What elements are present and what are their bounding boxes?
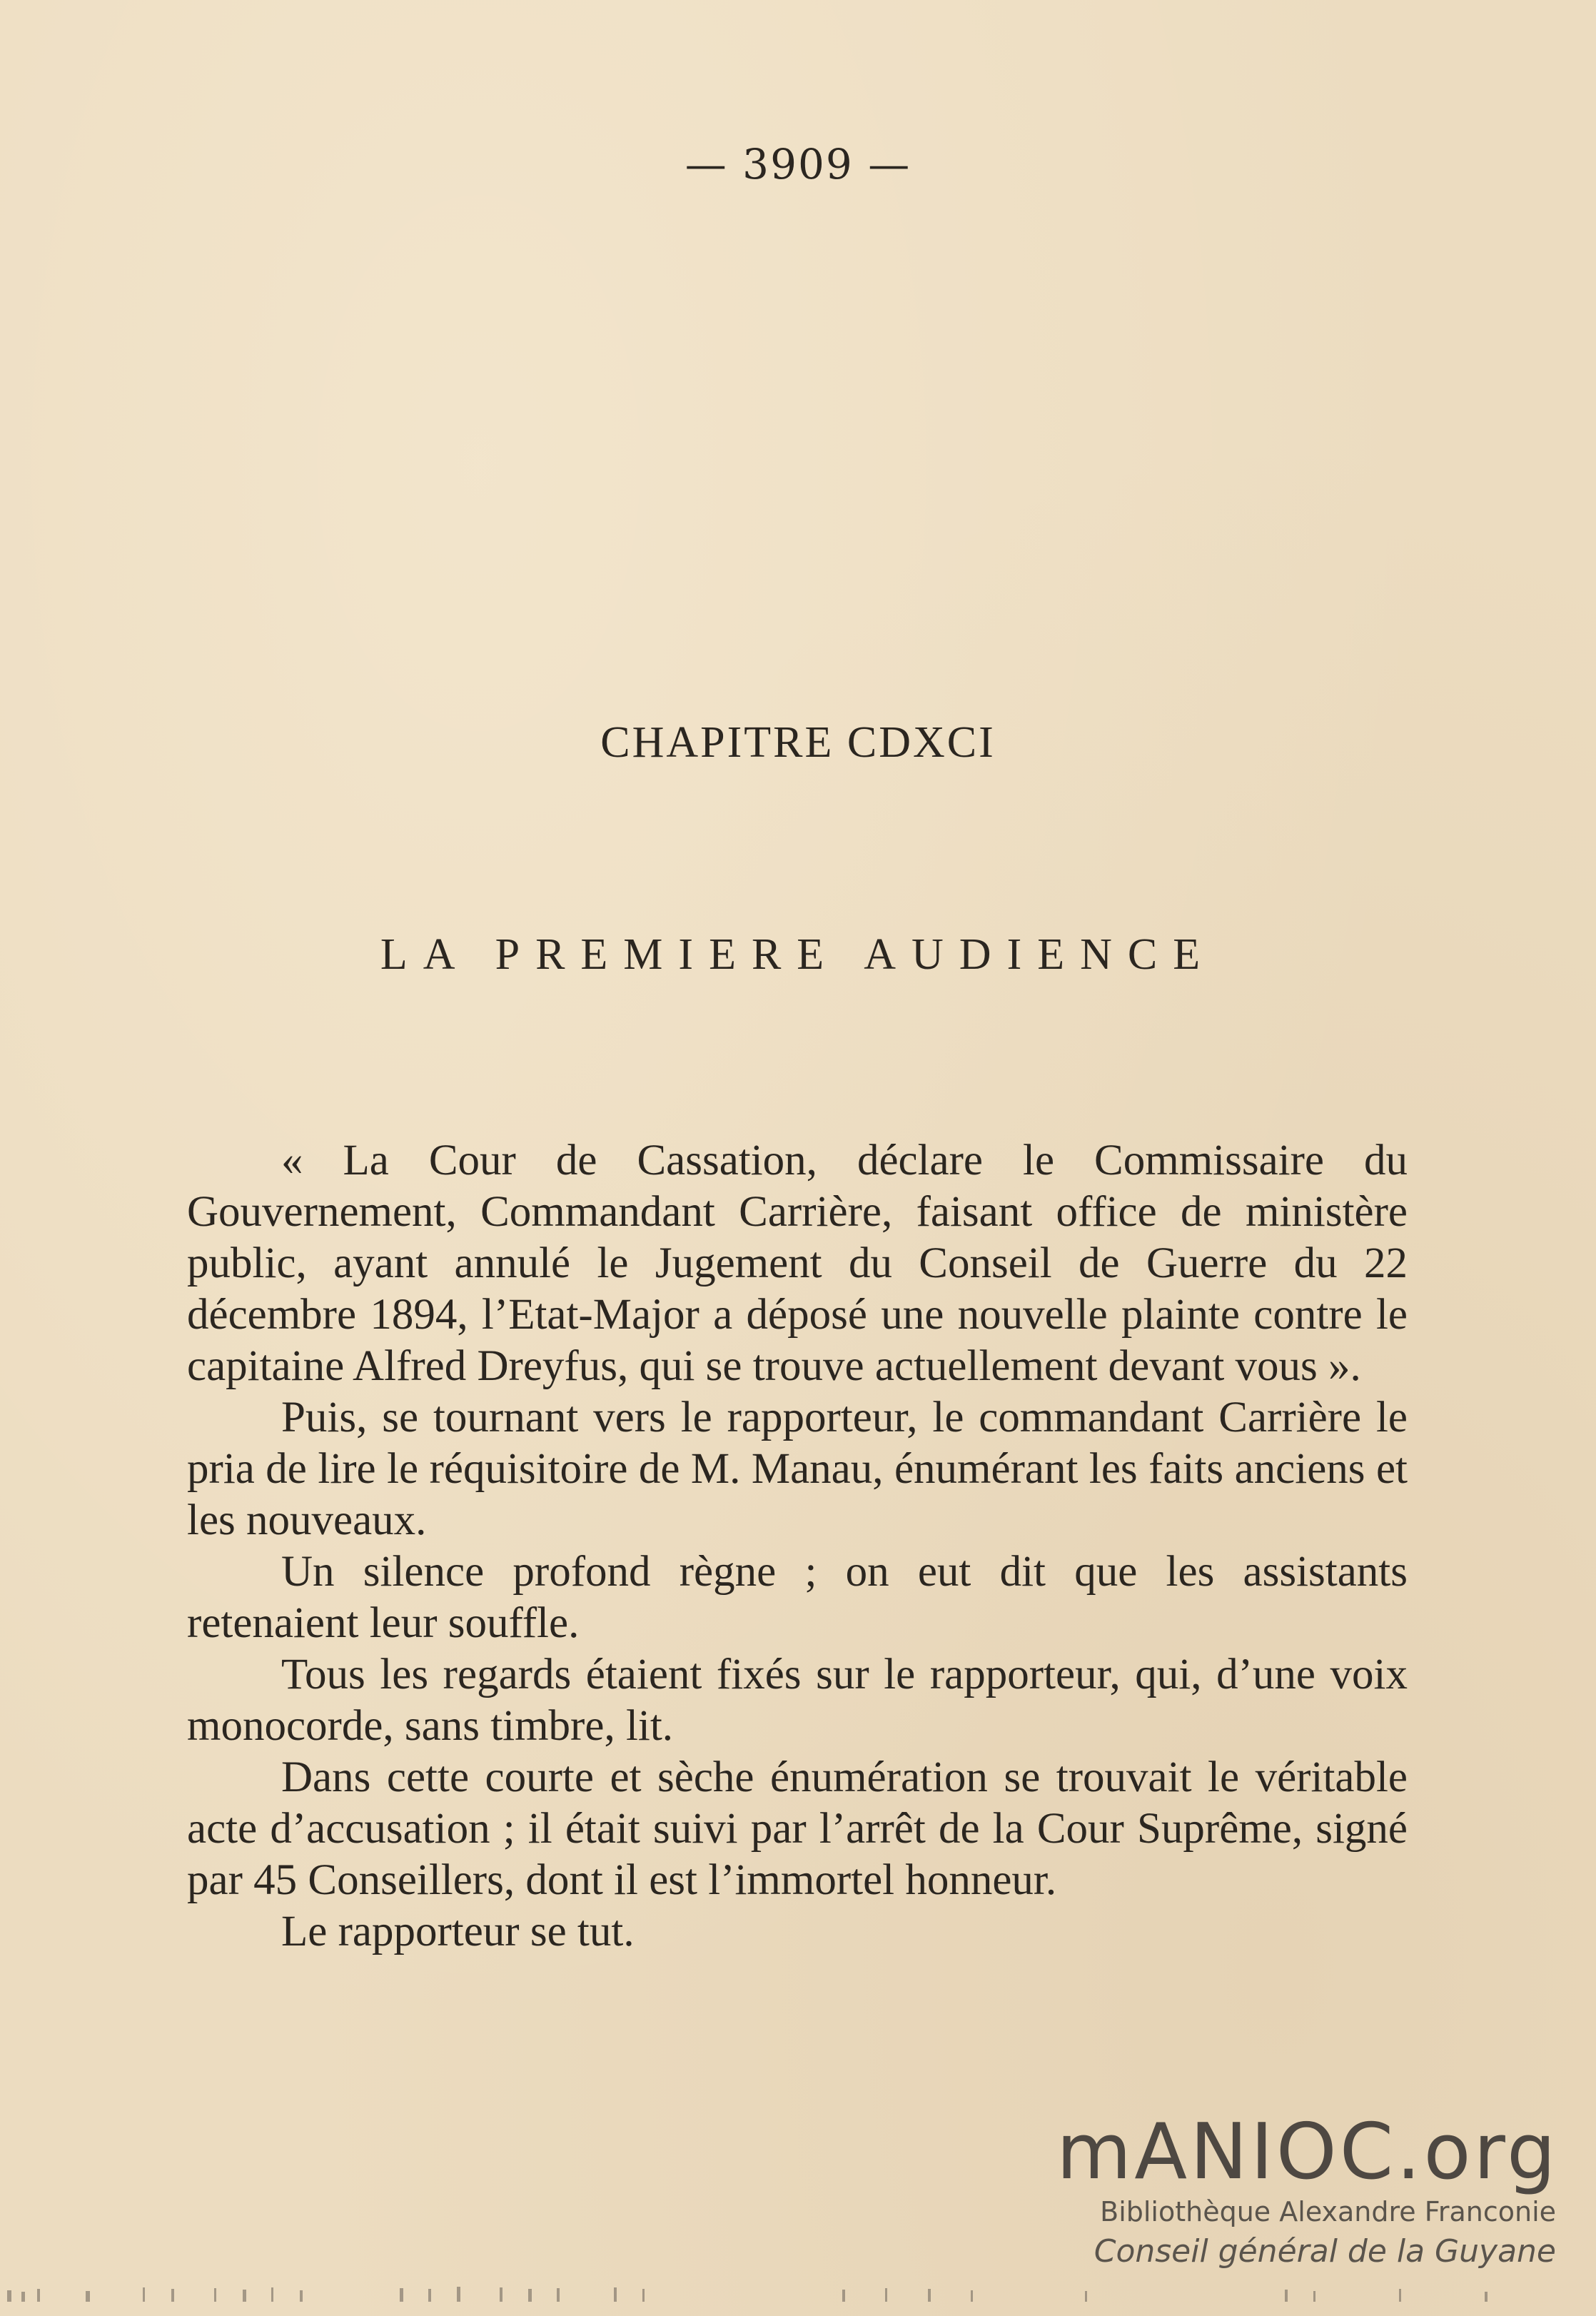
paragraph: « La Cour de Cassation, déclare le Commissaire du Gouvernement, Commandant Carrière, faisant office de ministère public, ayant annulé le Jugement du Conseil de Guerre du 22 décembre 1894, l’Etat-Major a déposé une nouvelle plainte contre le capitaine Alfred Dreyfus, qui se trouve actuellement devant vous ». [187,1137,1408,1390]
paragraph: Le rapporteur se tut. [281,1908,635,1955]
council-name: Conseil général de la Guyane [1094,2233,1556,2270]
paragraph: Dans cette courte et sèche énumération se trouvait le véritable acte d’accusation ; il était suivi par l’arrêt de la Cour Suprême, signé par 45 Conseillers, dont il est l’immortel honneur. [187,1753,1408,1904]
manioc-logo: mANIOC.org [1056,2108,1559,2197]
paragraph: Un silence profond règne ; on eut dit que les assistants retenaient leur souffle. [187,1548,1408,1647]
paragraph: Tous les regards étaient fixés sur le rapporteur, qui, d’une voix monocorde, sans timbre, lit. [187,1651,1408,1750]
chapter-title: CHAPITRE CDXCI [600,718,996,767]
scan-edge-marks [0,2285,1596,2306]
page-number: — 3909 — [685,140,911,188]
section-title: LA PREMIERE AUDIENCE [380,930,1216,979]
body-text [187,1135,1408,1958]
library-name: Bibliothèque Alexandre Franconie [1100,2196,1556,2227]
watermark-logo-block [1056,2108,1559,2272]
paragraph: Puis, se tournant vers le rapporteur, le commandant Carrière le pria de lire le réquisitoire de M. Manau, énumérant les faits anciens et les nouveaux. [187,1394,1408,1544]
